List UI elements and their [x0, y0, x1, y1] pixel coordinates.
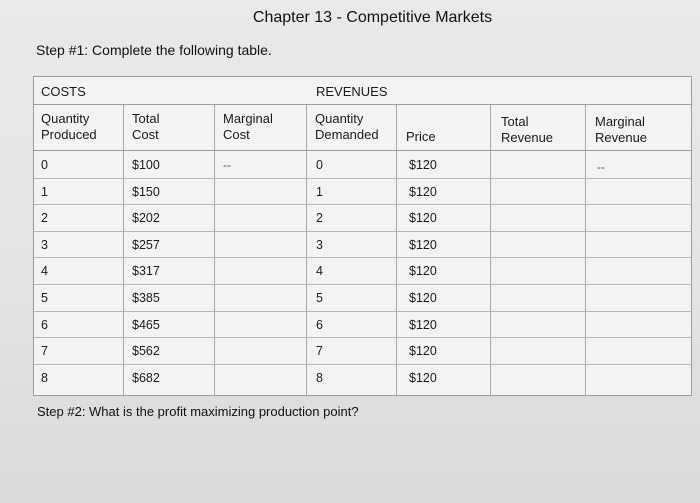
cell-price: $120	[409, 318, 437, 332]
header-line: Marginal	[223, 111, 273, 126]
cell-total-cost: $682	[132, 371, 160, 385]
header-total-cost	[132, 111, 159, 143]
costs-section-label: COSTS	[41, 84, 86, 99]
cell-price: $120	[409, 291, 437, 305]
marginal-revenue-first-cell: --	[597, 160, 605, 174]
cell-quantity-produced: 4	[41, 264, 48, 278]
row-divider	[34, 284, 691, 285]
row-divider	[34, 178, 691, 179]
grid-line	[585, 105, 586, 395]
header-marginal-revenue	[595, 114, 647, 146]
row-divider	[34, 311, 691, 312]
cell-quantity-produced: 1	[41, 185, 48, 199]
cell-quantity-demanded: 2	[316, 211, 323, 225]
cell-total-cost: $562	[132, 344, 160, 358]
cell-quantity-produced: 0	[41, 158, 48, 172]
header-marginal-cost	[223, 111, 273, 143]
cell-quantity-produced: 5	[41, 291, 48, 305]
cell-quantity-demanded: 4	[316, 264, 323, 278]
header-line: Cost	[132, 127, 159, 142]
page-title: Chapter 13 - Competitive Markets	[252, 9, 493, 26]
header-line: Revenue	[595, 130, 648, 145]
cell-quantity-produced: 6	[41, 318, 48, 332]
cell-price: $120	[409, 158, 437, 172]
header-quantity-produced	[41, 111, 97, 143]
cost-revenue-table	[33, 76, 692, 396]
cell-total-cost: $465	[132, 318, 160, 332]
cell-total-cost: $100	[132, 158, 160, 172]
cell-price: $120	[409, 371, 437, 385]
row-divider	[34, 257, 691, 258]
cell-price: $120	[409, 238, 437, 252]
grid-line	[123, 105, 124, 395]
grid-line	[396, 105, 397, 395]
cell-quantity-produced: 2	[41, 211, 48, 225]
row-divider	[34, 364, 691, 365]
cell-quantity-produced: 7	[41, 344, 48, 358]
cell-quantity-produced: 3	[41, 238, 48, 252]
header-quantity-demanded	[315, 111, 379, 143]
row-divider	[34, 337, 691, 338]
header-line: Produced	[41, 127, 97, 142]
marginal-cost-first-cell: --	[223, 158, 231, 172]
cell-price: $120	[409, 211, 437, 225]
cell-total-cost: $257	[132, 238, 160, 252]
cell-total-cost: $202	[132, 211, 160, 225]
step1-instruction: Step #1: Complete the following table.	[36, 42, 272, 58]
header-line: Demanded	[315, 127, 379, 142]
header-line: Quantity	[315, 111, 364, 126]
header-line: Cost	[223, 127, 250, 142]
header-line: Revenue	[501, 130, 554, 145]
cell-total-cost: $385	[132, 291, 160, 305]
step2-question: Step #2: What is the profit maximizing production point?	[37, 404, 359, 419]
grid-line	[214, 105, 215, 395]
header-line: Marginal	[595, 114, 645, 129]
cell-quantity-demanded: 1	[316, 185, 323, 199]
cell-quantity-demanded: 0	[316, 158, 323, 172]
cell-price: $120	[409, 185, 437, 199]
cell-price: $120	[409, 344, 437, 358]
cell-quantity-produced: 8	[41, 371, 48, 385]
cell-total-cost: $317	[132, 264, 160, 278]
header-line: Total	[501, 114, 529, 129]
header-total-revenue	[501, 114, 553, 146]
revenues-section-label: REVENUES	[316, 84, 388, 99]
cell-price: $120	[409, 264, 437, 278]
header-line: Price	[406, 129, 436, 144]
cell-quantity-demanded: 5	[316, 291, 323, 305]
grid-line	[306, 105, 307, 395]
section-header-row	[34, 77, 691, 105]
cell-quantity-demanded: 6	[316, 318, 323, 332]
header-line: Quantity	[41, 111, 90, 126]
cell-quantity-demanded: 8	[316, 371, 323, 385]
grid-line	[490, 105, 491, 395]
header-price	[406, 129, 436, 145]
header-divider	[34, 150, 691, 151]
header-line: Total	[132, 111, 160, 126]
cell-total-cost: $150	[132, 185, 160, 199]
cell-quantity-demanded: 7	[316, 344, 323, 358]
cell-quantity-demanded: 3	[316, 238, 323, 252]
row-divider	[34, 204, 691, 205]
row-divider	[34, 231, 691, 232]
